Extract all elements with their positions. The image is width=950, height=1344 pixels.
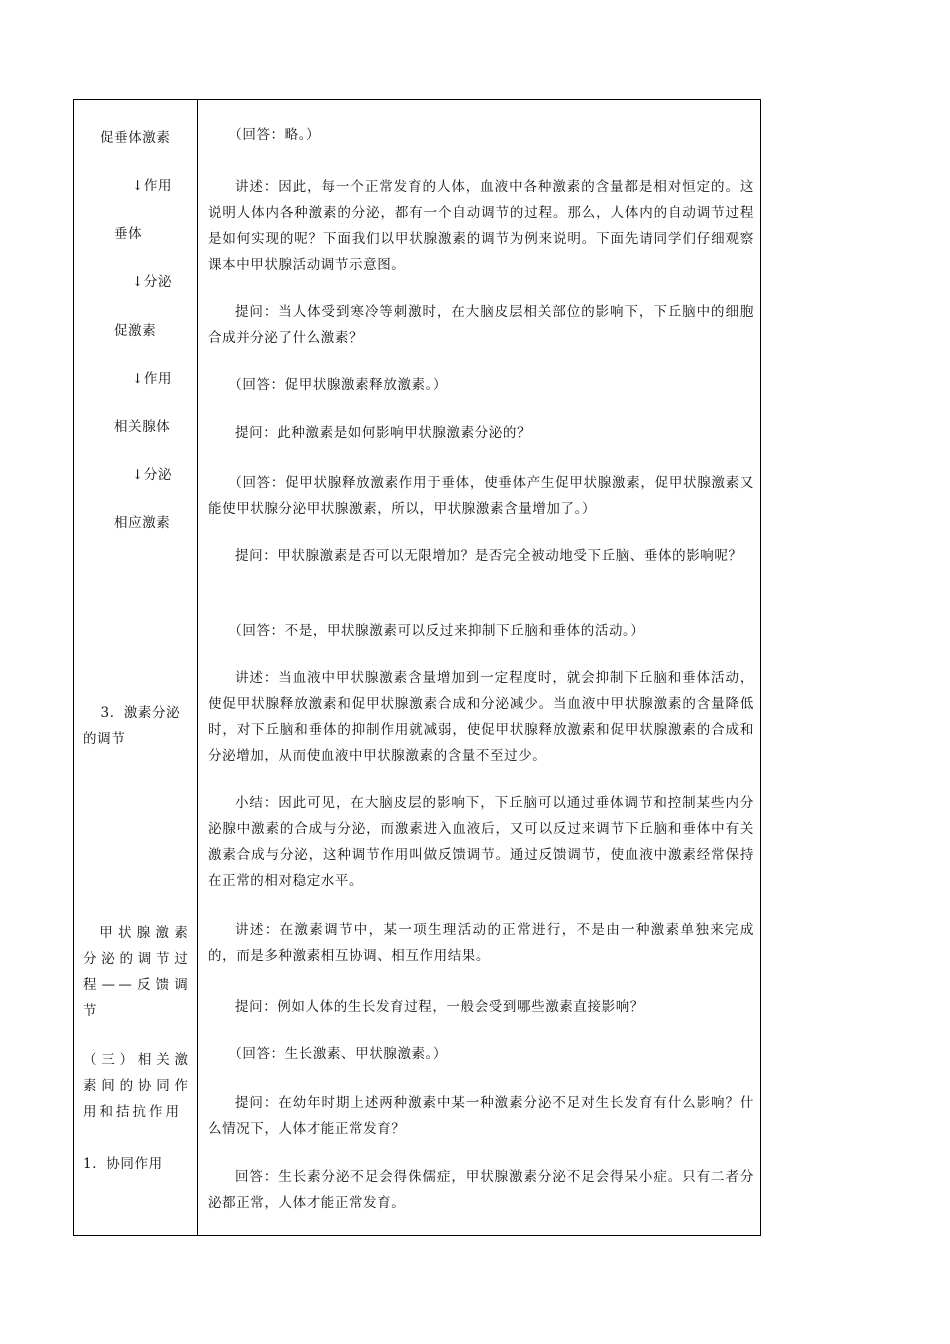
paragraph-lecture-1: 讲述：因此，每一个正常发育的人体，血液中各种激素的含量都是相对恒定的。这说明人体内各种激素的分泌，都有一个自动调节的过程。那么，人体内的自动调节过程是如何实现的呢？下面我们以甲状腺激素的调节为例来说明。下面先请同学们仔细观察课本中甲状腺活动调节示意图。 <box>208 179 754 273</box>
feedback-note: 甲状腺激素分泌的调节过程——反馈调节 <box>83 925 191 1019</box>
flow-step-2: 垂体 <box>114 226 143 242</box>
paragraph-lecture-2: 讲述：当血液中甲状腺激素含量增加到一定程度时，就会抑制下丘脑和垂体活动，使促甲状腺释放激素和促甲状腺激素合成和分泌减少。当血液中甲状腺激素的含量降低时，对下丘脑和垂体的抑制作用就减弱，使促甲状腺释放激素和促甲状腺激素的合成和分泌增加，从而使血液中甲状腺激素的含量不至过少。 <box>208 670 754 764</box>
flow-step-3: 促激素 <box>114 323 157 339</box>
item-1-heading: 1．协同作用 <box>83 1156 163 1172</box>
paragraph-question-2: 提问：此种激素是如何影响甲状腺激素分泌的？ <box>235 425 532 441</box>
lesson-table <box>73 99 761 1236</box>
left-column <box>74 100 197 1235</box>
paragraph-answer-2: （回答：促甲状腺激素释放激素。） <box>228 377 448 393</box>
paragraph-question-4: 提问：例如人体的生长发育过程，一般会受到哪些激素直接影响？ <box>235 999 644 1015</box>
flow-step-4: 相关腺体 <box>114 419 171 435</box>
flow-arrow-4: ↓分泌 <box>132 467 173 483</box>
flow-arrow-3: ↓作用 <box>132 371 173 387</box>
flow-step-5: 相应激素 <box>114 515 171 531</box>
paragraph-answer-5: （回答：生长激素、甲状腺激素。） <box>228 1046 448 1062</box>
paragraph-question-5: 提问：在幼年时期上述两种激素中某一种激素分泌不足对生长发育有什么影响？什么情况下，人体才能正常发育？ <box>208 1095 754 1137</box>
section-3-heading: 3．激素分泌的调节 <box>83 705 181 747</box>
paragraph-question-3: 提问：甲状腺激素是否可以无限增加？是否完全被动地受下丘脑、垂体的影响呢？ <box>235 548 743 564</box>
flow-arrow-1: ↓作用 <box>132 178 173 194</box>
paragraph-lecture-3: 讲述：在激素调节中，某一项生理活动的正常进行，不是由一种激素单独来完成的，而是多种激素相互协调、相互作用结果。 <box>208 922 754 964</box>
paragraph-answer-1: （回答：略。） <box>228 127 321 143</box>
right-column <box>198 100 761 1235</box>
flow-step-1: 促垂体激素 <box>100 130 171 146</box>
paragraph-answer-3: （回答：促甲状腺释放激素作用于垂体，使垂体产生促甲状腺激素，促甲状腺激素又能使甲状腺分泌甲状腺激素，所以，甲状腺激素含量增加了。） <box>208 475 754 517</box>
paragraph-summary: 小结：因此可见，在大脑皮层的影响下，下丘脑可以通过垂体调节和控制某些内分泌腺中激素的合成与分泌，而激素进入血液后，又可以反过来调节下丘脑和垂体中有关激素合成与分泌，这种调节作用叫做反馈调节。通过反馈调节，使血液中激素经常保持在正常的相对稳定水平。 <box>208 795 754 889</box>
paragraph-answer-4: （回答：不是，甲状腺激素可以反过来抑制下丘脑和垂体的活动。） <box>228 623 645 639</box>
paragraph-question-1: 提问：当人体受到寒冷等刺激时，在大脑皮层相关部位的影响下，下丘脑中的细胞合成并分泌了什么激素？ <box>208 304 754 346</box>
section-iii-heading: （三）相关激素间的协同作用和拮抗作用 <box>83 1052 191 1120</box>
paragraph-answer-6: 回答：生长素分泌不足会得侏儒症，甲状腺激素分泌不足会得呆小症。只有二者分泌都正常，人体才能正常发育。 <box>208 1169 754 1211</box>
flow-arrow-2: ↓分泌 <box>132 274 173 290</box>
